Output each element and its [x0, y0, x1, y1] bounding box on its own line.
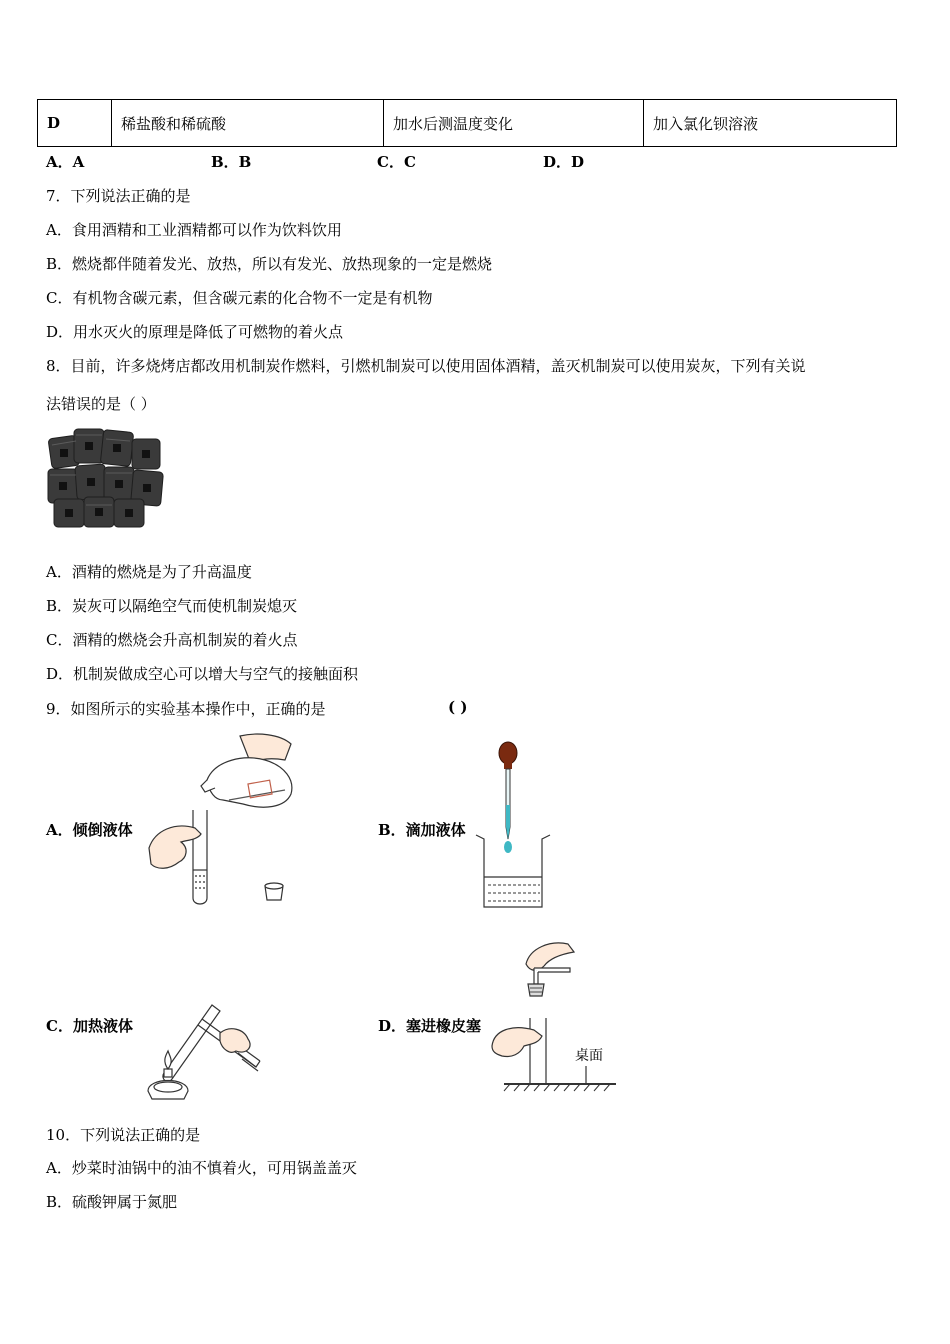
q10-option-b[interactable]: B．硫酸钾属于氮肥 [46, 1193, 178, 1211]
q10-stem: 10．下列说法正确的是 [46, 1126, 201, 1144]
insert-stopper-figure [490, 938, 620, 1093]
q9-option-b[interactable]: B．滴加液体 [378, 821, 466, 839]
q7-option-a[interactable]: A．食用酒精和工业酒精都可以作为饮料饮用 [46, 221, 342, 239]
q8-stem-line2: 法错误的是（ ） [46, 395, 156, 413]
q7-stem: 7．下列说法正确的是 [46, 187, 191, 205]
q8-option-d[interactable]: D．机制炭做成空心可以增大与空气的接触面积 [46, 665, 359, 683]
table-cell: 加入氯化钡溶液 [644, 100, 897, 147]
q7-option-b[interactable]: B．燃烧都伴随着发光、放热，所以有发光、放热现象的一定是燃烧 [46, 255, 493, 273]
pour-liquid-figure [145, 730, 305, 910]
answer-table [37, 99, 897, 147]
q6-choice-a[interactable]: A．A [46, 153, 85, 171]
q8-stem-line1: 8．目前，许多烧烤店都改用机制炭作燃料，引燃机制炭可以使用固体酒精，盖灭机制炭可以使用炭灰，下列有关说 [46, 357, 806, 375]
q8-option-a[interactable]: A．酒精的燃烧是为了升高温度 [46, 563, 252, 581]
drop-liquid-figure [470, 735, 560, 915]
table-cell: 稀盐酸和稀硫酸 [112, 100, 384, 147]
table-cell: 加水后测温度变化 [384, 100, 644, 147]
table-cell: D [38, 100, 112, 147]
q9-option-a[interactable]: A．倾倒液体 [46, 821, 133, 839]
heat-liquid-figure [138, 995, 268, 1105]
q6-choice-b[interactable]: B．B [211, 153, 252, 171]
charcoal-image [46, 425, 166, 530]
q6-choice-c[interactable]: C．C [377, 153, 416, 171]
q9-stem: 9．如图所示的实验基本操作中，正确的是 [46, 700, 326, 718]
q9-option-c[interactable]: C．加热液体 [46, 1017, 133, 1035]
q8-option-b[interactable]: B．炭灰可以隔绝空气而使机制炭熄灭 [46, 597, 298, 615]
q8-option-c[interactable]: C．酒精的燃烧会升高机制炭的着火点 [46, 631, 298, 649]
q10-option-a[interactable]: A．炒菜时油锅中的油不慎着火，可用锅盖盖灭 [46, 1159, 357, 1177]
q7-option-c[interactable]: C．有机物含碳元素，但含碳元素的化合物不一定是有机物 [46, 289, 433, 307]
q7-option-d[interactable]: D．用水灭火的原理是降低了可燃物的着火点 [46, 323, 344, 341]
table-row [38, 100, 897, 147]
q9-bracket: ( ) [448, 698, 468, 716]
q6-choice-d[interactable]: D．D [543, 153, 585, 171]
q9-option-d[interactable]: D．塞进橡皮塞 [378, 1017, 482, 1035]
desk-label: 桌面 [575, 1048, 603, 1064]
